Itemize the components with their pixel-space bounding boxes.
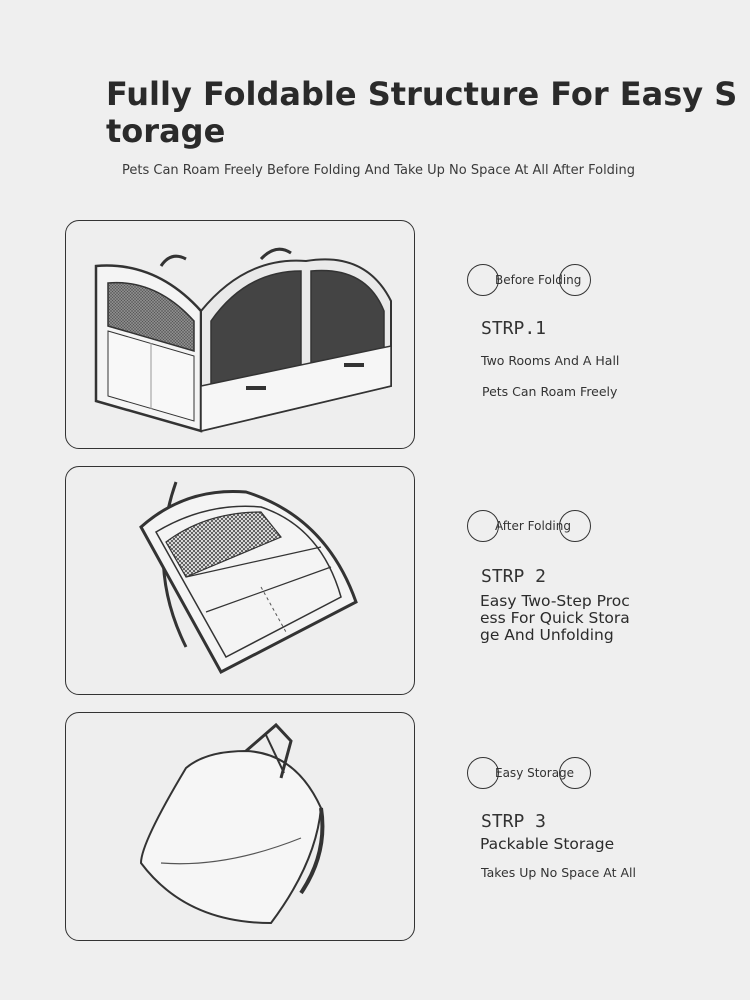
- step-3-number: STRP 3: [481, 811, 547, 832]
- step-1: [467, 264, 737, 399]
- step-3-badge-label: Easy Storage: [495, 766, 575, 780]
- unfolded-carrier-illustration: [65, 220, 415, 449]
- step-1-number: STRP.1: [481, 318, 547, 339]
- step-1-badge: [467, 264, 591, 298]
- step-1-badge-label: Before Folding: [495, 273, 582, 287]
- step-2-number: STRP 2: [481, 566, 547, 587]
- step-2-badge: [467, 510, 591, 544]
- packed-bag-illustration: [65, 712, 415, 941]
- page-title: Fully Foldable Structure For Easy Storage: [106, 75, 738, 150]
- step-2-line1: Easy Two-Step Process For Quick Storage And Unfolding: [480, 592, 630, 644]
- step-2-badge-label: After Folding: [495, 519, 571, 533]
- page-subtitle: Pets Can Roam Freely Before Folding And Take Up No Space At All After Folding: [122, 163, 636, 178]
- step-3-line1: Packable Storage: [480, 835, 615, 853]
- step-1-line2: Pets Can Roam Freely: [482, 384, 618, 399]
- step-3-line2: Takes Up No Space At All: [481, 865, 636, 880]
- step-1-line1: Two Rooms And A Hall: [481, 353, 620, 368]
- step-2: [467, 510, 737, 644]
- folding-carrier-illustration: [65, 466, 415, 695]
- step-3: [467, 757, 737, 880]
- step-3-badge: [467, 757, 591, 791]
